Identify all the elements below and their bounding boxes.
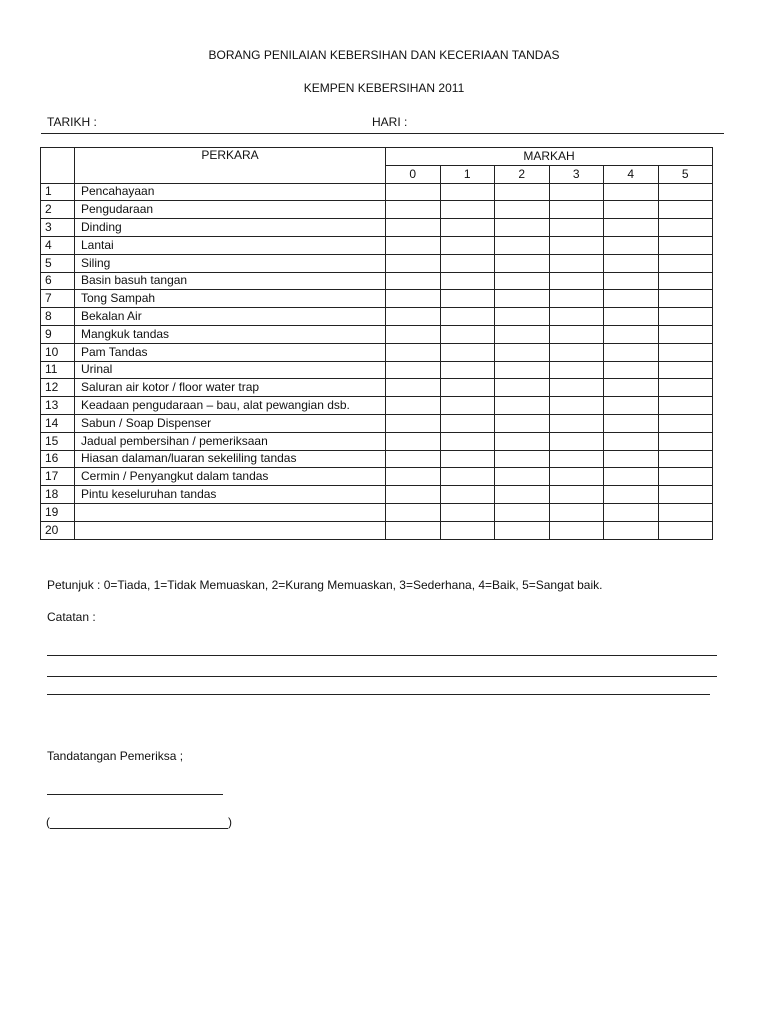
row-number: 8 (41, 308, 75, 326)
row-number: 19 (41, 503, 75, 521)
score-cell[interactable] (549, 361, 604, 379)
row-item: Urinal (75, 361, 386, 379)
row-number: 15 (41, 432, 75, 450)
signature-label: Tandatangan Pemeriksa ; (47, 749, 184, 763)
score-cell[interactable] (495, 379, 550, 397)
score-cell[interactable] (440, 290, 495, 308)
score-cell[interactable] (495, 236, 550, 254)
score-cell[interactable] (658, 254, 713, 272)
score-cell[interactable] (440, 272, 495, 290)
score-cell[interactable] (658, 183, 713, 201)
score-cell[interactable] (549, 308, 604, 326)
row-number: 7 (41, 290, 75, 308)
score-cell[interactable] (658, 468, 713, 486)
table-row (41, 201, 713, 219)
score-cell[interactable] (495, 272, 550, 290)
score-cell[interactable] (495, 503, 550, 521)
score-cell[interactable] (495, 254, 550, 272)
score-cell[interactable] (604, 272, 659, 290)
table-row (41, 468, 713, 486)
score-cell[interactable] (658, 343, 713, 361)
score-cell[interactable] (604, 254, 659, 272)
row-number: 10 (41, 343, 75, 361)
score-cell[interactable] (495, 183, 550, 201)
row-item: Lantai (75, 236, 386, 254)
row-number: 6 (41, 272, 75, 290)
score-cell[interactable] (549, 290, 604, 308)
row-number: 9 (41, 325, 75, 343)
mark-column-header: 5 (658, 165, 713, 183)
score-legend: Petunjuk : 0=Tiada, 1=Tidak Memuaskan, 2=Kurang Memuaskan, 3=Sederhana, 4=Baik, 5=Sangat baik. (47, 578, 603, 592)
score-cell[interactable] (549, 486, 604, 504)
score-cell[interactable] (604, 183, 659, 201)
row-number: 1 (41, 183, 75, 201)
score-cell[interactable] (440, 183, 495, 201)
score-cell[interactable] (440, 503, 495, 521)
score-cell[interactable] (440, 361, 495, 379)
score-cell[interactable] (386, 308, 441, 326)
score-cell[interactable] (604, 361, 659, 379)
score-cell[interactable] (386, 343, 441, 361)
score-cell[interactable] (658, 219, 713, 237)
row-number: 5 (41, 254, 75, 272)
row-number: 12 (41, 379, 75, 397)
row-number: 14 (41, 414, 75, 432)
score-cell[interactable] (386, 432, 441, 450)
assessment-table (40, 147, 713, 540)
form-title: BORANG PENILAIAN KEBERSIHAN DAN KECERIAAN TANDAS (208, 48, 560, 62)
table-row (41, 343, 713, 361)
row-number: 17 (41, 468, 75, 486)
table-row (41, 236, 713, 254)
row-item: Pengudaraan (75, 201, 386, 219)
row-item: Pam Tandas (75, 343, 386, 361)
score-cell[interactable] (440, 468, 495, 486)
score-cell[interactable] (440, 486, 495, 504)
table-row (41, 361, 713, 379)
score-cell[interactable] (386, 272, 441, 290)
score-cell[interactable] (604, 325, 659, 343)
score-cell[interactable] (549, 272, 604, 290)
score-cell[interactable] (386, 290, 441, 308)
score-cell[interactable] (658, 290, 713, 308)
notes-label: Catatan : (47, 610, 96, 624)
score-cell[interactable] (495, 290, 550, 308)
score-cell[interactable] (440, 432, 495, 450)
mark-column-header: 2 (495, 165, 550, 183)
table-row (41, 219, 713, 237)
score-cell[interactable] (604, 308, 659, 326)
row-number: 13 (41, 397, 75, 415)
score-cell[interactable] (549, 201, 604, 219)
score-cell[interactable] (604, 290, 659, 308)
score-cell[interactable] (604, 236, 659, 254)
score-cell[interactable] (386, 503, 441, 521)
score-cell[interactable] (440, 343, 495, 361)
number-header (41, 148, 75, 184)
score-cell[interactable] (386, 219, 441, 237)
score-cell[interactable] (440, 397, 495, 415)
row-item: Cermin / Penyangkut dalam tandas (75, 468, 386, 486)
row-number: 20 (41, 521, 75, 539)
score-cell[interactable] (440, 219, 495, 237)
score-cell[interactable] (440, 325, 495, 343)
score-cell[interactable] (658, 486, 713, 504)
table-row (41, 397, 713, 415)
score-cell[interactable] (604, 486, 659, 504)
score-cell[interactable] (549, 414, 604, 432)
score-cell[interactable] (386, 414, 441, 432)
score-cell[interactable] (440, 308, 495, 326)
score-cell[interactable] (549, 468, 604, 486)
row-number: 2 (41, 201, 75, 219)
score-cell[interactable] (549, 236, 604, 254)
score-cell[interactable] (549, 183, 604, 201)
score-cell[interactable] (495, 521, 550, 539)
score-cell[interactable] (386, 201, 441, 219)
score-cell[interactable] (658, 503, 713, 521)
score-cell[interactable] (495, 397, 550, 415)
mark-column-header: 4 (604, 165, 659, 183)
score-cell[interactable] (386, 379, 441, 397)
score-cell[interactable] (604, 201, 659, 219)
score-cell[interactable] (604, 379, 659, 397)
score-cell[interactable] (604, 521, 659, 539)
name-line (50, 815, 228, 829)
row-number: 11 (41, 361, 75, 379)
row-item: Bekalan Air (75, 308, 386, 326)
score-cell[interactable] (440, 201, 495, 219)
assessment-rows (41, 183, 713, 539)
score-cell[interactable] (440, 254, 495, 272)
score-cell[interactable] (386, 236, 441, 254)
score-cell[interactable] (658, 521, 713, 539)
table-row (41, 183, 713, 201)
row-item: Jadual pembersihan / pemeriksaan (75, 432, 386, 450)
row-number: 3 (41, 219, 75, 237)
score-cell[interactable] (495, 308, 550, 326)
date-field-label: TARIKH : (47, 115, 97, 129)
table-row (41, 450, 713, 468)
score-cell[interactable] (495, 361, 550, 379)
score-cell[interactable] (549, 343, 604, 361)
score-cell[interactable] (549, 325, 604, 343)
score-cell[interactable] (549, 397, 604, 415)
notes-line (47, 676, 717, 677)
row-item: Pencahayaan (75, 183, 386, 201)
row-number: 18 (41, 486, 75, 504)
score-cell[interactable] (604, 219, 659, 237)
score-cell[interactable] (440, 414, 495, 432)
table-row (41, 432, 713, 450)
row-item: Pintu keseluruhan tandas (75, 486, 386, 504)
row-item: Keadaan pengudaraan – bau, alat pewangian dsb. (75, 397, 386, 415)
row-item: Saluran air kotor / floor water trap (75, 379, 386, 397)
row-item: Sabun / Soap Dispenser (75, 414, 386, 432)
score-cell[interactable] (386, 183, 441, 201)
score-cell[interactable] (604, 468, 659, 486)
score-cell[interactable] (386, 397, 441, 415)
table-row (41, 290, 713, 308)
table-row (41, 503, 713, 521)
notes-line (47, 694, 710, 695)
score-cell[interactable] (495, 468, 550, 486)
row-item: Dinding (75, 219, 386, 237)
score-cell[interactable] (386, 361, 441, 379)
table-row (41, 254, 713, 272)
notes-line (47, 655, 717, 656)
score-cell[interactable] (440, 379, 495, 397)
score-cell[interactable] (604, 450, 659, 468)
score-cell[interactable] (604, 397, 659, 415)
score-cell[interactable] (658, 325, 713, 343)
table-row (41, 325, 713, 343)
score-cell[interactable] (386, 254, 441, 272)
score-cell[interactable] (549, 254, 604, 272)
score-cell[interactable] (658, 201, 713, 219)
row-item: Siling (75, 254, 386, 272)
score-cell[interactable] (549, 503, 604, 521)
score-cell[interactable] (386, 486, 441, 504)
day-field-label: HARI : (372, 115, 408, 129)
score-cell[interactable] (658, 432, 713, 450)
table-row (41, 414, 713, 432)
score-cell[interactable] (495, 219, 550, 237)
form-subtitle: KEMPEN KEBERSIHAN 2011 (303, 81, 465, 95)
table-row (41, 521, 713, 539)
mark-header: MARKAH (386, 148, 713, 166)
score-cell[interactable] (549, 219, 604, 237)
score-cell[interactable] (495, 414, 550, 432)
signature-line (47, 794, 223, 795)
table-row (41, 308, 713, 326)
score-cell[interactable] (658, 361, 713, 379)
score-cell[interactable] (495, 201, 550, 219)
header-divider (41, 133, 724, 134)
mark-column-header: 0 (386, 165, 441, 183)
score-cell[interactable] (386, 468, 441, 486)
row-item (75, 503, 386, 521)
score-cell[interactable] (658, 379, 713, 397)
score-cell[interactable] (495, 450, 550, 468)
row-number: 4 (41, 236, 75, 254)
score-cell[interactable] (604, 432, 659, 450)
score-cell[interactable] (386, 521, 441, 539)
table-row (41, 379, 713, 397)
score-cell[interactable] (495, 343, 550, 361)
score-cell[interactable] (658, 414, 713, 432)
score-cell[interactable] (495, 325, 550, 343)
score-cell[interactable] (549, 450, 604, 468)
score-cell[interactable] (440, 521, 495, 539)
item-header: PERKARA (75, 148, 386, 184)
table-row (41, 272, 713, 290)
score-cell[interactable] (549, 432, 604, 450)
score-cell[interactable] (549, 379, 604, 397)
score-cell[interactable] (386, 325, 441, 343)
score-cell[interactable] (658, 450, 713, 468)
score-cell[interactable] (440, 236, 495, 254)
score-cell[interactable] (604, 414, 659, 432)
row-item: Hiasan dalaman/luaran sekeliling tandas (75, 450, 386, 468)
row-number: 16 (41, 450, 75, 468)
row-item (75, 521, 386, 539)
mark-column-header: 3 (549, 165, 604, 183)
name-close-paren: ) (228, 815, 232, 829)
name-open-paren: ( (46, 815, 50, 829)
score-cell[interactable] (495, 486, 550, 504)
row-item: Basin basuh tangan (75, 272, 386, 290)
name-field (46, 815, 232, 829)
row-item: Tong Sampah (75, 290, 386, 308)
score-cell[interactable] (549, 521, 604, 539)
score-cell[interactable] (658, 236, 713, 254)
score-cell[interactable] (658, 272, 713, 290)
score-cell[interactable] (604, 343, 659, 361)
score-cell[interactable] (440, 450, 495, 468)
mark-column-header: 1 (440, 165, 495, 183)
row-item: Mangkuk tandas (75, 325, 386, 343)
score-cell[interactable] (658, 308, 713, 326)
score-cell[interactable] (386, 450, 441, 468)
score-cell[interactable] (658, 397, 713, 415)
score-cell[interactable] (604, 503, 659, 521)
score-cell[interactable] (495, 432, 550, 450)
table-row (41, 486, 713, 504)
